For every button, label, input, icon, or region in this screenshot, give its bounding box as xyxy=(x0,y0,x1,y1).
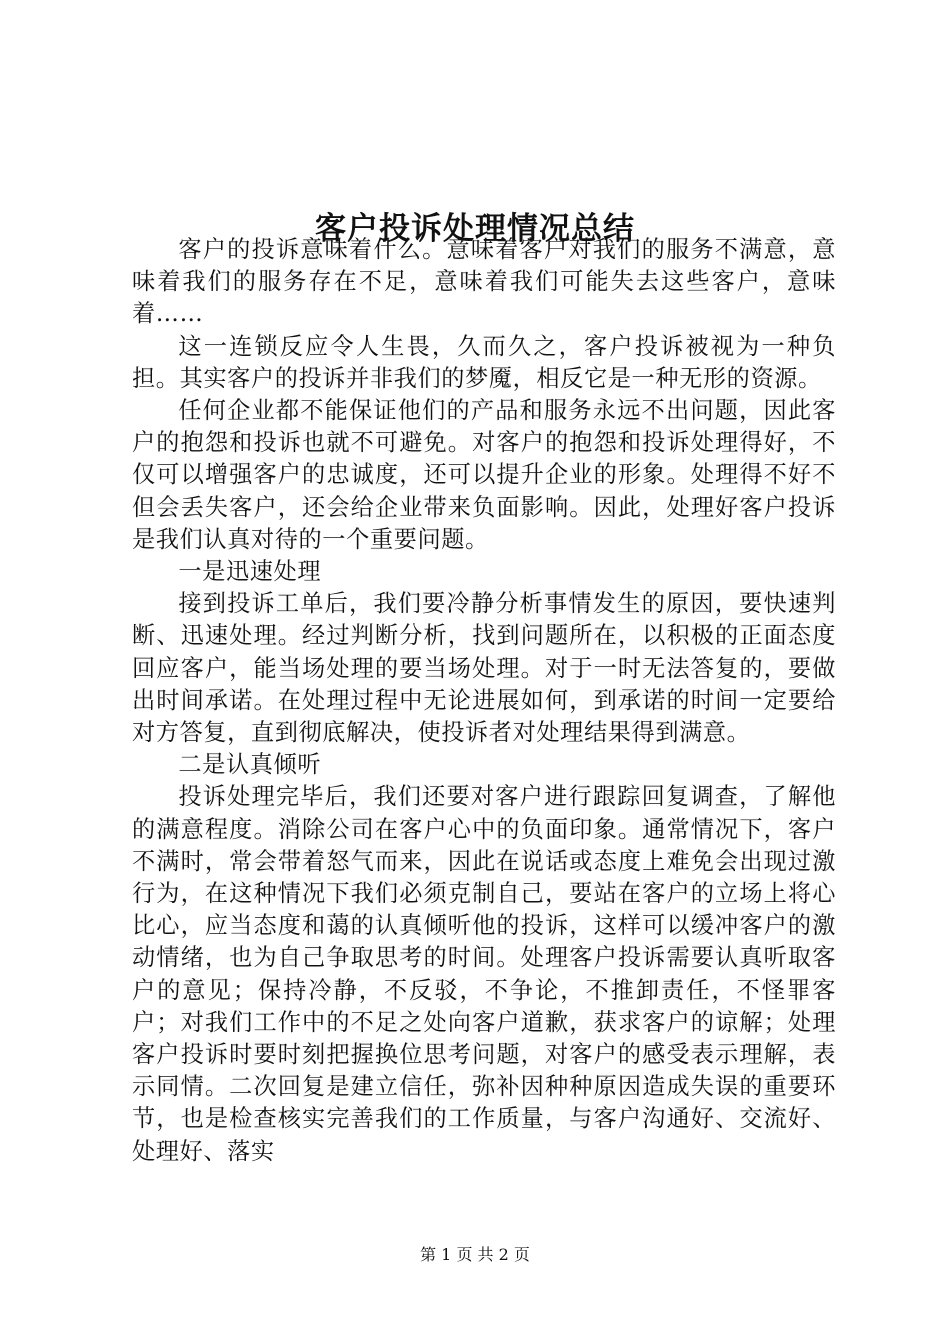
section-heading-quick-handling: 一是迅速处理 xyxy=(178,558,322,586)
document-body xyxy=(132,234,836,1168)
paragraph-quick-handling: 接到投诉工单后，我们要冷静分析事情发生的原因，要快速判断、迅速处理。经过判断分析，找到问题所在，以积极的正面态度回应客户，能当场处理的要当场处理。对于一时无法答复的，要做出时间承诺。在处理过程中无论进展如何，到承诺的时间一定要给对方答复，直到彻底解决，使投诉者对处理结果得到满意。 xyxy=(132,590,836,747)
paragraph-importance: 任何企业都不能保证他们的产品和服务永远不出问题，因此客户的抱怨和投诉也就不可避免。对客户的抱怨和投诉处理得好，不仅可以增强客户的忠诚度，还可以提升企业的形象。处理得不好不但会丢失客户，还会给企业带来负面影响。因此，处理好客户投诉是我们认真对待的一个重要问题。 xyxy=(132,397,836,553)
section-heading-listen: 二是认真倾听 xyxy=(178,751,322,779)
page-number-footer: 第 1 页 共 2 页 xyxy=(420,1245,530,1264)
paragraph-listen: 投诉处理完毕后，我们还要对客户进行跟踪回复调查，了解他的满意程度。消除公司在客户心中的负面印象。通常情况下，客户不满时，常会带着怒气而来，因此在说话或态度上难免会出现过激行为，在这种情况下我们必须克制自己，要站在客户的立场上将心比心，应当态度和蔼的认真倾听他的投诉，这样可以缓冲客户的激动情绪，也为自己争取思考的时间。处理客户投诉需要认真听取客户的意见；保持冷静，不反驳，不争论，不推卸责任，不怪罪客户；对我们工作中的不足之处向客户道歉，获求客户的谅解；处理客户投诉时要时刻把握换位思考问题，对客户的感受表示理解，表示同情。二次回复是建立信任，弥补因种种原因造成失误的重要环节，也是检查核实完善我们的工作质量，与客户沟通好、交流好、处理好、落实 xyxy=(132,783,836,1165)
paragraph-intro: 客户的投诉意味着什么。意味着客户对我们的服务不满意，意味着我们的服务存在不足，意味着我们可能失去这些客户，意味着…… xyxy=(132,236,836,328)
document-title: 客户投诉处理情况总结 xyxy=(315,210,635,247)
paragraph-chain-reaction: 这一连锁反应令人生畏，久而久之，客户投诉被视为一种负担。其实客户的投诉并非我们的梦魇，相反它是一种无形的资源。 xyxy=(132,332,836,392)
